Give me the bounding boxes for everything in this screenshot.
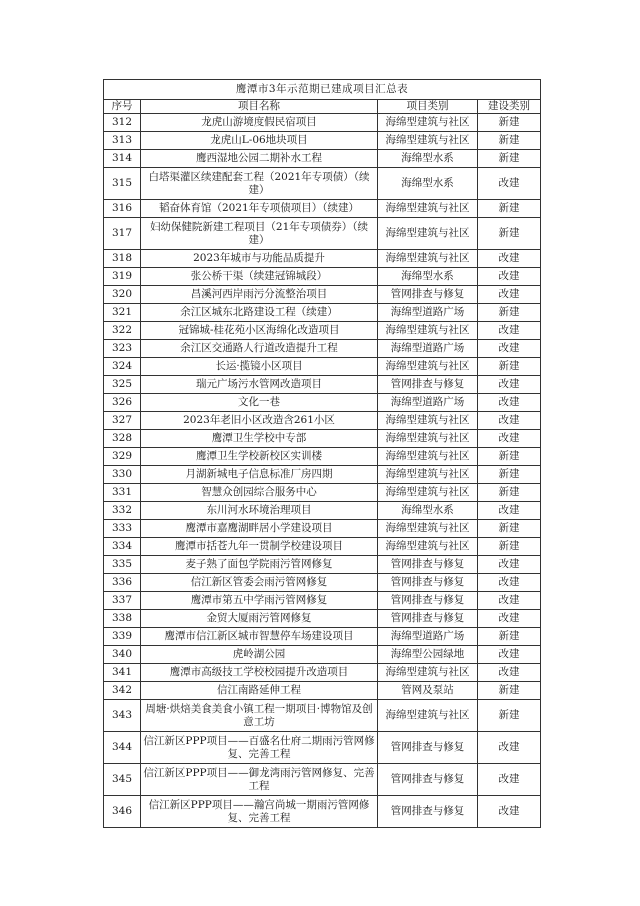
- header-kind: 建设类别: [478, 100, 541, 114]
- cell-no: 335: [104, 556, 141, 574]
- cell-build-type: 改建: [478, 376, 541, 394]
- cell-project-name: 信江南路延伸工程: [141, 682, 378, 700]
- cell-no: 329: [104, 448, 141, 466]
- cell-project-name: 鹰潭市高级技工学校校园提升改造项目: [141, 664, 378, 682]
- cell-build-type: 改建: [478, 322, 541, 340]
- document-page: [103, 79, 540, 828]
- cell-project-name: 鹰潭卫生学校中专部: [141, 430, 378, 448]
- cell-project-type: 海绵型建筑与社区: [378, 484, 478, 502]
- cell-build-type: 新建: [478, 538, 541, 556]
- table-title: 鹰潭市3年示范期已建成项目汇总表: [104, 80, 541, 100]
- cell-build-type: 改建: [478, 168, 541, 200]
- cell-project-type: 海绵型建筑与社区: [378, 114, 478, 132]
- table-row: [104, 556, 541, 574]
- cell-no: 343: [104, 700, 141, 732]
- cell-build-type: 新建: [478, 484, 541, 502]
- table-row: [104, 250, 541, 268]
- table-row: [104, 538, 541, 556]
- cell-build-type: 改建: [478, 268, 541, 286]
- cell-no: 338: [104, 610, 141, 628]
- cell-project-type: 管网及泵站: [378, 682, 478, 700]
- cell-project-name: 信江新区PPP项目——瀚宫尚城一期雨污管网修复、完善工程: [141, 796, 378, 828]
- table-row: [104, 358, 541, 376]
- table-title-row: [104, 80, 541, 100]
- cell-project-name: 虎岭湖公园: [141, 646, 378, 664]
- cell-build-type: 改建: [478, 502, 541, 520]
- cell-build-type: 改建: [478, 412, 541, 430]
- cell-project-type: 海绵型水系: [378, 150, 478, 168]
- cell-project-name: 鹰潭市第五中学雨污管网修复: [141, 592, 378, 610]
- cell-no: 346: [104, 796, 141, 828]
- table-row: [104, 682, 541, 700]
- cell-project-name: 龙虎山L-06地块项目: [141, 132, 378, 150]
- cell-no: 328: [104, 430, 141, 448]
- cell-project-name: 龙虎山游境度假民宿项目: [141, 114, 378, 132]
- cell-no: 317: [104, 218, 141, 250]
- table-row: [104, 574, 541, 592]
- cell-no: 326: [104, 394, 141, 412]
- cell-build-type: 新建: [478, 682, 541, 700]
- cell-build-type: 改建: [478, 646, 541, 664]
- header-type: 项目类别: [378, 100, 478, 114]
- cell-project-type: 海绵型建筑与社区: [378, 358, 478, 376]
- summary-table: [103, 79, 541, 828]
- cell-build-type: 新建: [478, 200, 541, 218]
- cell-build-type: 改建: [478, 286, 541, 304]
- table-body: [104, 114, 541, 828]
- cell-project-name: 月湖新城电子信息标准厂房四期: [141, 466, 378, 484]
- cell-project-name: 麦子熟了面包学院雨污管网修复: [141, 556, 378, 574]
- cell-project-type: 管网排查与修复: [378, 764, 478, 796]
- cell-project-name: 长运·揽镜小区项目: [141, 358, 378, 376]
- cell-project-type: 海绵型公园绿地: [378, 646, 478, 664]
- table-row: [104, 286, 541, 304]
- cell-build-type: 新建: [478, 132, 541, 150]
- cell-build-type: 改建: [478, 394, 541, 412]
- header-name: 项目名称: [141, 100, 378, 114]
- table-row: [104, 218, 541, 250]
- cell-project-type: 管网排查与修复: [378, 376, 478, 394]
- cell-project-type: 海绵型道路广场: [378, 304, 478, 322]
- cell-no: 318: [104, 250, 141, 268]
- cell-no: 332: [104, 502, 141, 520]
- cell-project-name: 鹰潭市信江新区城市智慧停车场建设项目: [141, 628, 378, 646]
- cell-build-type: 新建: [478, 304, 541, 322]
- cell-build-type: 改建: [478, 732, 541, 764]
- cell-no: 314: [104, 150, 141, 168]
- cell-no: 333: [104, 520, 141, 538]
- cell-no: 316: [104, 200, 141, 218]
- cell-project-type: 管网排查与修复: [378, 610, 478, 628]
- cell-project-type: 海绵型道路广场: [378, 394, 478, 412]
- table-row: [104, 592, 541, 610]
- cell-project-type: 海绵型建筑与社区: [378, 538, 478, 556]
- cell-project-type: 海绵型建筑与社区: [378, 430, 478, 448]
- cell-project-name: 张公桥干渠（续建冠锦城段）: [141, 268, 378, 286]
- table-row: [104, 376, 541, 394]
- cell-project-type: 海绵型水系: [378, 268, 478, 286]
- cell-build-type: 新建: [478, 700, 541, 732]
- cell-no: 312: [104, 114, 141, 132]
- cell-project-name: 冠锦城-桂花苑小区海绵化改造项目: [141, 322, 378, 340]
- table-row: [104, 484, 541, 502]
- cell-project-type: 海绵型水系: [378, 502, 478, 520]
- table-row: [104, 664, 541, 682]
- cell-no: 334: [104, 538, 141, 556]
- cell-build-type: 新建: [478, 628, 541, 646]
- cell-build-type: 新建: [478, 358, 541, 376]
- cell-project-type: 海绵型建筑与社区: [378, 322, 478, 340]
- cell-project-type: 海绵型建筑与社区: [378, 520, 478, 538]
- table-row: [104, 628, 541, 646]
- cell-project-name: 妇幼保健院新建工程项目（21年专项债券）（续建）: [141, 218, 378, 250]
- cell-project-name: 金贸大厦雨污管网修复: [141, 610, 378, 628]
- cell-project-name: 2023年城市与功能品质提升: [141, 250, 378, 268]
- cell-project-name: 鹰潭卫生学校新校区实训楼: [141, 448, 378, 466]
- cell-project-type: 海绵型建筑与社区: [378, 218, 478, 250]
- cell-project-name: 鹰潭市嘉鹰湖畔居小学建设项目: [141, 520, 378, 538]
- cell-project-name: 文化一巷: [141, 394, 378, 412]
- cell-no: 323: [104, 340, 141, 358]
- cell-project-type: 海绵型水系: [378, 168, 478, 200]
- cell-project-type: 管网排查与修复: [378, 796, 478, 828]
- cell-build-type: 新建: [478, 448, 541, 466]
- cell-project-type: 管网排查与修复: [378, 556, 478, 574]
- cell-project-name: 智慧众创园综合服务中心: [141, 484, 378, 502]
- cell-project-name: 白塔渠灌区续建配套工程（2021年专项债）（续建）: [141, 168, 378, 200]
- table-row: [104, 132, 541, 150]
- cell-no: 340: [104, 646, 141, 664]
- cell-project-name: 2023年老旧小区改造含261小区: [141, 412, 378, 430]
- cell-no: 319: [104, 268, 141, 286]
- table-row: [104, 610, 541, 628]
- cell-no: 339: [104, 628, 141, 646]
- table-header-row: [104, 100, 541, 114]
- cell-no: 345: [104, 764, 141, 796]
- table-row: [104, 412, 541, 430]
- cell-project-name: 信江新区PPP项目——百盛名仕府二期雨污管网修复、完善工程: [141, 732, 378, 764]
- cell-build-type: 改建: [478, 340, 541, 358]
- cell-project-name: 韬奋体育馆（2021年专项债项目）（续建）: [141, 200, 378, 218]
- table-row: [104, 764, 541, 796]
- cell-no: 327: [104, 412, 141, 430]
- table-row: [104, 394, 541, 412]
- cell-no: 322: [104, 322, 141, 340]
- cell-project-name: 东川河水环境治理项目: [141, 502, 378, 520]
- cell-project-name: 信江新区管委会雨污管网修复: [141, 574, 378, 592]
- cell-build-type: 新建: [478, 466, 541, 484]
- table-row: [104, 168, 541, 200]
- cell-build-type: 改建: [478, 796, 541, 828]
- cell-build-type: 新建: [478, 150, 541, 168]
- cell-project-type: 管网排查与修复: [378, 286, 478, 304]
- cell-project-name: 鹰西湿地公园二期补水工程: [141, 150, 378, 168]
- cell-project-type: 海绵型建筑与社区: [378, 200, 478, 218]
- cell-build-type: 新建: [478, 520, 541, 538]
- cell-project-name: 周塘·烘焙美食美食小镇工程一期项目·博物馆及创意工坊: [141, 700, 378, 732]
- table-row: [104, 646, 541, 664]
- cell-project-type: 管网排查与修复: [378, 574, 478, 592]
- table-row: [104, 732, 541, 764]
- table-row: [104, 150, 541, 168]
- table-row: [104, 700, 541, 732]
- cell-no: 320: [104, 286, 141, 304]
- cell-no: 324: [104, 358, 141, 376]
- cell-no: 336: [104, 574, 141, 592]
- cell-project-type: 海绵型建筑与社区: [378, 132, 478, 150]
- table-row: [104, 200, 541, 218]
- cell-no: 331: [104, 484, 141, 502]
- cell-build-type: 改建: [478, 430, 541, 448]
- cell-project-name: 鹰潭市括苍九年一贯制学校建设项目: [141, 538, 378, 556]
- cell-project-type: 海绵型建筑与社区: [378, 412, 478, 430]
- cell-no: 330: [104, 466, 141, 484]
- cell-build-type: 改建: [478, 664, 541, 682]
- cell-build-type: 改建: [478, 250, 541, 268]
- cell-no: 325: [104, 376, 141, 394]
- cell-build-type: 新建: [478, 218, 541, 250]
- cell-no: 315: [104, 168, 141, 200]
- cell-no: 344: [104, 732, 141, 764]
- cell-build-type: 改建: [478, 610, 541, 628]
- cell-project-name: 昌溪河西岸雨污分流整治项目: [141, 286, 378, 304]
- cell-build-type: 新建: [478, 114, 541, 132]
- table-row: [104, 430, 541, 448]
- cell-project-type: 管网排查与修复: [378, 592, 478, 610]
- cell-project-type: 海绵型建筑与社区: [378, 466, 478, 484]
- cell-project-type: 海绵型建筑与社区: [378, 250, 478, 268]
- cell-build-type: 改建: [478, 592, 541, 610]
- table-row: [104, 304, 541, 322]
- table-row: [104, 448, 541, 466]
- table-row: [104, 268, 541, 286]
- table-row: [104, 340, 541, 358]
- cell-project-type: 海绵型建筑与社区: [378, 448, 478, 466]
- header-no: 序号: [104, 100, 141, 114]
- cell-no: 321: [104, 304, 141, 322]
- cell-project-name: 余江区交通路人行道改造提升工程: [141, 340, 378, 358]
- cell-no: 342: [104, 682, 141, 700]
- table-row: [104, 114, 541, 132]
- cell-project-name: 余江区城东北路建设工程（续建）: [141, 304, 378, 322]
- cell-project-type: 管网排查与修复: [378, 732, 478, 764]
- cell-no: 313: [104, 132, 141, 150]
- cell-project-name: 瑞元广场污水管网改造项目: [141, 376, 378, 394]
- cell-no: 337: [104, 592, 141, 610]
- cell-project-type: 海绵型建筑与社区: [378, 700, 478, 732]
- cell-project-type: 海绵型道路广场: [378, 340, 478, 358]
- table-row: [104, 796, 541, 828]
- table-row: [104, 322, 541, 340]
- cell-build-type: 改建: [478, 574, 541, 592]
- table-row: [104, 502, 541, 520]
- cell-project-type: 海绵型道路广场: [378, 628, 478, 646]
- table-row: [104, 466, 541, 484]
- cell-no: 341: [104, 664, 141, 682]
- cell-build-type: 改建: [478, 764, 541, 796]
- cell-project-type: 海绵型建筑与社区: [378, 664, 478, 682]
- cell-build-type: 改建: [478, 556, 541, 574]
- table-row: [104, 520, 541, 538]
- cell-project-name: 信江新区PPP项目——御龙湾雨污管网修复、完善工程: [141, 764, 378, 796]
